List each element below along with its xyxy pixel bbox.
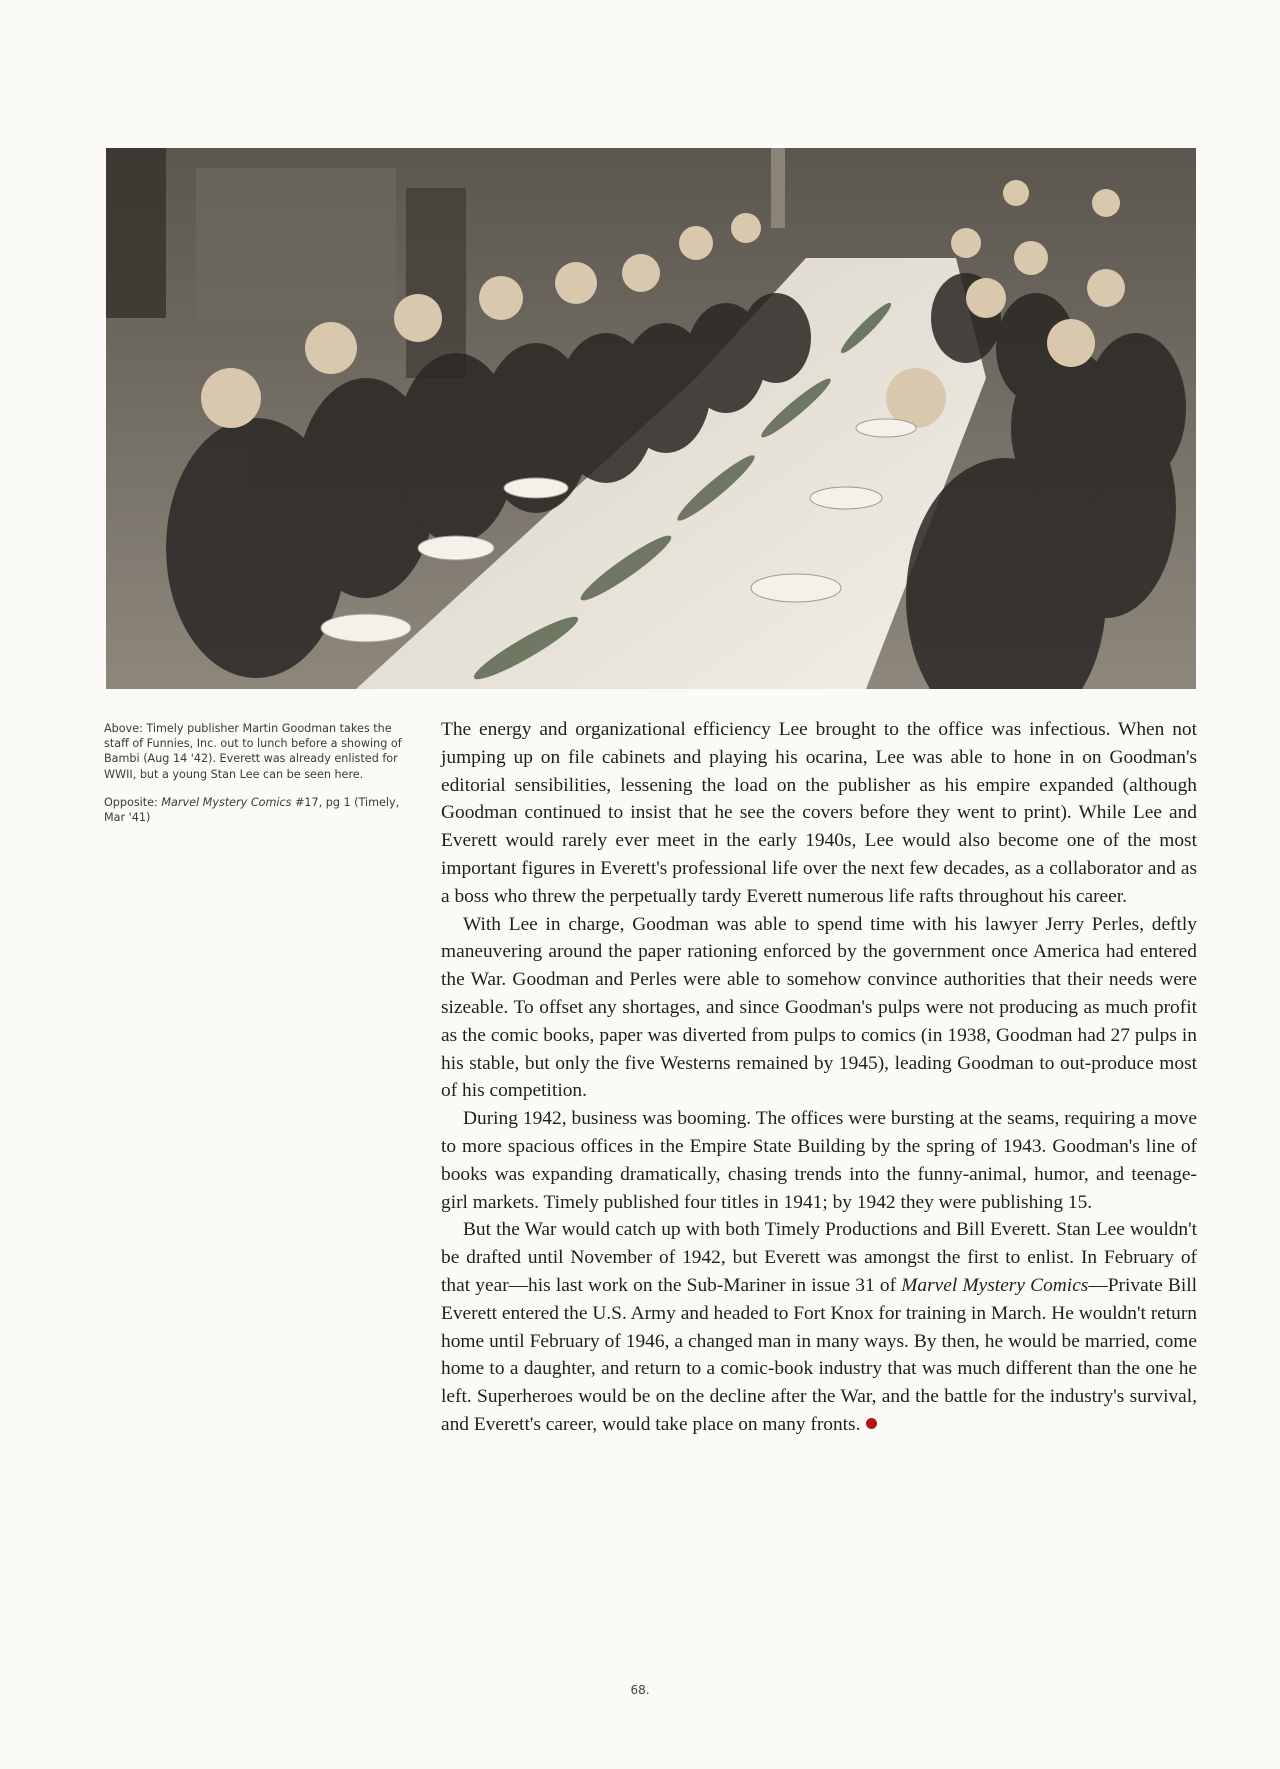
caption-above: Above: Timely publisher Martin Goodman takes the staff of Funnies, Inc. out to lunch before a showing of Bambi (Aug 14 '42). Everett was already enlisted for WWII, but a young Stan Lee can be seen here. bbox=[104, 722, 402, 781]
body-paragraph-4-a: But the War would catch up with both Timely Productions and Bill Everett. Stan Lee wouldn't be drafted until November of 1942, but Everett was amongst the first to enlist. In February of that year—his last work on the Sub-Mariner in issue 31 of bbox=[441, 1219, 1197, 1296]
body-paragraph-2: With Lee in charge, Goodman was able to spend time with his lawyer Jerry Perles, deftly maneuvering around the paper rationing enforced by the government once America had entered the War. Goodman and Perles were able to somehow convince authorities that their needs were sizeable. To offset any shortages, and since Goodman's pulps were not producing as much profit as the comic books, paper was diverted from pulps to comics (in 1938, Goodman had 27 pulps in his stable, but only the five Westerns remained by 1945), leading Goodman to out-produce most of his competition. bbox=[441, 913, 1197, 1102]
body-paragraph-1: The energy and organizational efficiency Lee brought to the office was infectious. When not jumping up on file cabinets and playing his ocarina, Lee was able to hone in on Goodman's editorial sensibilities, lessening the load on the publisher as his empire expanded (although Goodman continued to insist that he see the covers before they went to print). While Lee and Everett would rarely ever meet in the early 1940s, Lee would also become one of the most important figures in Everett's professional life over the next few decades, as a collaborator and as a boss who threw the perpetually tardy Everett numerous life rafts throughout his career. bbox=[441, 719, 1197, 907]
body-paragraph-3: During 1942, business was booming. The offices were bursting at the seams, requiring a move to more spacious offices in the Empire State Building by the spring of 1943. Goodman's line of books was expanding dramatically, chasing trends into the funny-animal, humor, and teenage-girl markets. Timely published four titles in 1941; by 1942 they were publishing 15. bbox=[441, 1108, 1197, 1213]
end-mark-bullet-icon bbox=[866, 1418, 877, 1429]
photo-drawing bbox=[106, 148, 1196, 689]
body-paragraph-4-b: —Private Bill Everett entered the U.S. Army and headed to Fort Knox for training in March. He wouldn't return home until February of 1946, a changed man in many ways. By then, he would be married, come home to a daughter, and return to a comic-book industry that was much different than the one he left. Superheroes would be on the decline after the War, and the battle for the industry's survival, and Everett's career, would take place on many fronts. bbox=[441, 1274, 1197, 1435]
photo-curtain bbox=[106, 148, 166, 318]
photo-wall-panel bbox=[196, 168, 396, 318]
body-paragraph-4-title: Marvel Mystery Comics bbox=[901, 1274, 1089, 1296]
caption-opposite-prefix: Opposite: bbox=[104, 795, 162, 809]
photo-caption bbox=[104, 721, 408, 838]
caption-opposite-suffix: #17, pg 1 (Timely, Mar '41) bbox=[104, 795, 400, 825]
photo-flag-pole bbox=[771, 148, 785, 228]
caption-opposite bbox=[104, 795, 408, 825]
article-body bbox=[441, 716, 1197, 1439]
photo-drape bbox=[406, 188, 466, 378]
page-number: 68. bbox=[630, 1683, 650, 1697]
body-paragraph-4 bbox=[441, 1216, 1197, 1438]
staff-lunch-photo bbox=[106, 148, 1196, 689]
caption-opposite-title: Marvel Mystery Comics bbox=[161, 795, 292, 809]
